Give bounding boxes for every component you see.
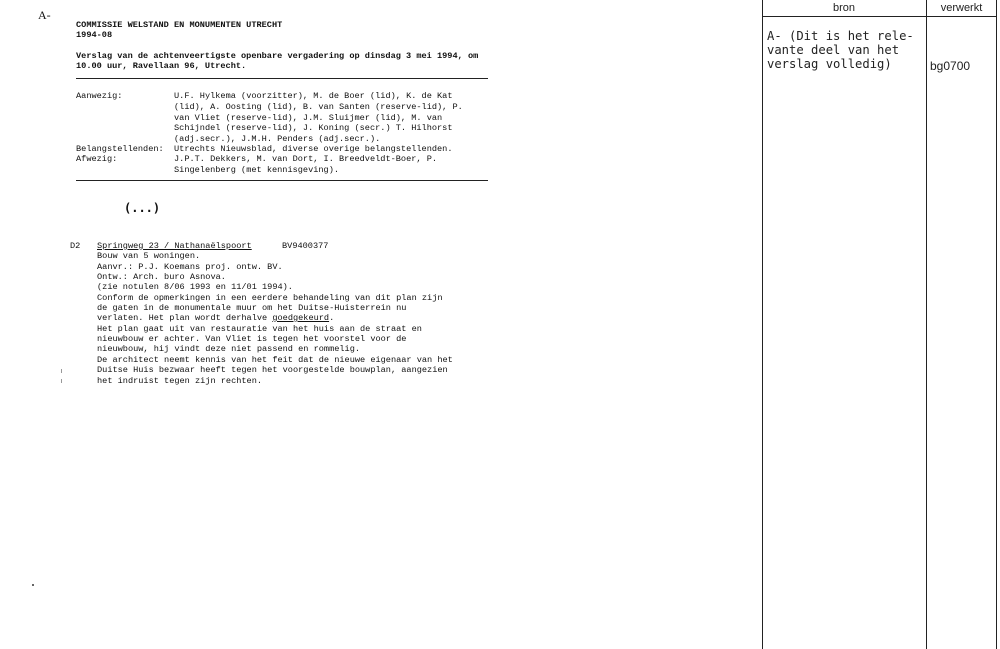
item-line: de gaten in de monumentale muur om het Duitse-Huisterrein nu <box>97 303 407 313</box>
bron-note-line: A- (Dit is het rele- <box>767 29 914 43</box>
aanwezig-line: van Vliet (reserve-lid), J.M. Sluijmer (lid), M. van <box>174 113 443 123</box>
bron-note-line: vante deel van het <box>767 43 900 57</box>
decision-prefix: verlaten. Het plan wordt derhalve <box>97 313 273 323</box>
decision-word: goedgekeurd <box>272 313 330 323</box>
scan-speck <box>61 379 62 383</box>
column-header-bron: bron <box>832 2 856 14</box>
aanwezig-line: Schijndel (reserve-lid), J. Koning (secr.) T. Hilhorst <box>174 123 453 133</box>
aanwezig-line: U.F. Hylkema (voorzitter), M. de Boer (lid), K. de Kat <box>174 91 453 101</box>
item-line: Ontw.: Arch. buro Asnova. <box>97 272 226 282</box>
attendance-rule <box>76 180 488 181</box>
omission-ellipsis: (...) <box>124 201 161 215</box>
table-column-divider <box>926 0 927 649</box>
table-header-rule <box>762 16 997 17</box>
aanwezig-label: Aanwezig: <box>76 91 123 101</box>
belangstellenden-text: Utrechts Nieuwsblad, diverse overige belangstellenden. <box>174 144 453 154</box>
afwezig-line: Singelenberg (met kennisgeving). <box>174 165 340 175</box>
afwezig-line: J.P.T. Dekkers, M. van Dort, I. Breedveldt-Boer, P. <box>174 154 438 164</box>
item-code: D2 <box>70 241 81 251</box>
verwerkt-code: bg0700 <box>930 59 971 73</box>
bron-note-line: verslag volledig) <box>767 57 892 71</box>
item-line: Conform de opmerkingen in een eerdere behandeling van dit plan zijn <box>97 293 443 303</box>
aanwezig-line: (lid), A. Oosting (lid), B. van Santen (reserve-lid), P. <box>174 102 463 112</box>
document-title-line-1: Verslag van de achtenveertigste openbare vergadering op dinsdag 3 mei 1994, om <box>76 51 479 61</box>
document-heading: COMMISSIE WELSTAND EN MONUMENTEN UTRECHT <box>76 20 283 30</box>
item-line: De architect neemt kennis van het feit dat de nieuwe eigenaar van het <box>97 355 453 365</box>
document-number: 1994-08 <box>76 30 113 40</box>
item-decision-line <box>97 313 334 324</box>
scan-speck <box>32 584 34 586</box>
item-line: nieuwbouw, hij vindt deze niet passend en rommelig. <box>97 344 361 354</box>
table-border-right <box>996 0 997 649</box>
header-rule <box>76 78 488 79</box>
aanwezig-line: (adj.secr.), J.M.H. Penders (adj.secr.). <box>174 134 381 144</box>
decision-suffix: . <box>329 313 335 323</box>
belangstellenden-label: Belangstellenden: <box>76 144 164 154</box>
item-line: Het plan gaat uit van restauratie van het huis aan de straat en <box>97 324 422 334</box>
document-title-line-2: 10.00 uur, Ravellaan 96, Utrecht. <box>76 61 247 71</box>
column-header-verwerkt: verwerkt <box>940 2 983 14</box>
item-line: nieuwbouw er achter. Van Vliet is tegen het voorstel voor de <box>97 334 407 344</box>
item-line: het indruist tegen zijn rechten. <box>97 376 263 386</box>
item-line: Bouw van 5 woningen. <box>97 251 201 261</box>
item-line: (zie notulen 8/06 1993 en 11/01 1994). <box>97 282 293 292</box>
item-address: Springweg 23 / Nathanaëlspoort <box>97 241 252 251</box>
margin-mark: A- <box>38 8 51 22</box>
afwezig-label: Afwezig: <box>76 154 118 164</box>
item-reference: BV9400377 <box>282 241 329 251</box>
table-border-left <box>762 0 763 649</box>
item-line: Aanvr.: P.J. Koemans proj. ontw. BV. <box>97 262 283 272</box>
item-line: Duitse Huis bezwaar heeft tegen het voorgestelde bouwplan, aangezien <box>97 365 448 375</box>
scan-speck <box>61 369 62 373</box>
